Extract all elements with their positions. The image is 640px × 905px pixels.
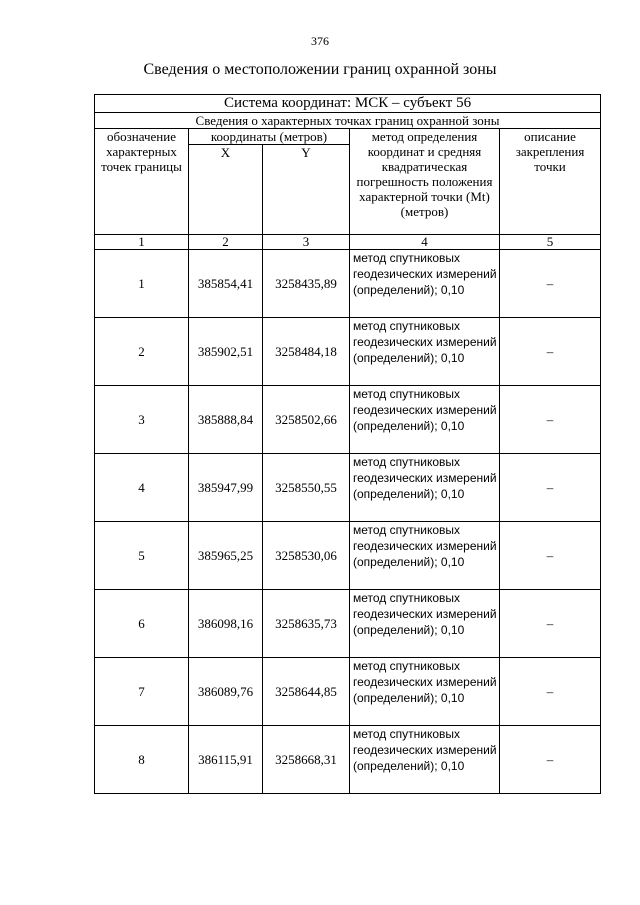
y-coordinate-cell: 3258550,55 bbox=[263, 454, 350, 522]
x-coordinate-cell: 385965,25 bbox=[189, 522, 263, 590]
x-coordinate-cell: 385888,84 bbox=[189, 386, 263, 454]
description-cell: – bbox=[500, 386, 601, 454]
point-number-cell: 5 bbox=[95, 522, 189, 590]
y-coordinate-cell: 3258635,73 bbox=[263, 590, 350, 658]
table-row bbox=[95, 726, 601, 794]
header-description: описание закрепления точки bbox=[500, 129, 601, 235]
description-cell: – bbox=[500, 522, 601, 590]
point-number-cell: 2 bbox=[95, 318, 189, 386]
x-coordinate-cell: 386098,16 bbox=[189, 590, 263, 658]
header-method: метод определения координат и средняя квадратическая погрешность положения характерной точки (Mt) (метров) bbox=[350, 129, 500, 235]
coordinate-system-row bbox=[95, 95, 601, 113]
point-number-cell: 1 bbox=[95, 250, 189, 318]
document-heading: Сведения о местоположении границ охранной зоны bbox=[143, 61, 497, 78]
x-coordinate-cell: 386089,76 bbox=[189, 658, 263, 726]
point-number-cell: 8 bbox=[95, 726, 189, 794]
header-y: Y bbox=[263, 145, 350, 235]
x-coordinate-cell: 386115,91 bbox=[189, 726, 263, 794]
description-cell: – bbox=[500, 250, 601, 318]
y-coordinate-cell: 3258530,06 bbox=[263, 522, 350, 590]
description-cell: – bbox=[500, 318, 601, 386]
method-cell: метод спутниковых геодезических измерений (определений); 0,10 bbox=[350, 318, 500, 386]
table-row bbox=[95, 454, 601, 522]
point-number-cell: 6 bbox=[95, 590, 189, 658]
y-coordinate-cell: 3258668,31 bbox=[263, 726, 350, 794]
table-row bbox=[95, 658, 601, 726]
x-coordinate-cell: 385947,99 bbox=[189, 454, 263, 522]
method-cell: метод спутниковых геодезических измерений (определений); 0,10 bbox=[350, 522, 500, 590]
header-row-top bbox=[95, 129, 601, 145]
table-row bbox=[95, 386, 601, 454]
method-cell: метод спутниковых геодезических измерений (определений); 0,10 bbox=[350, 386, 500, 454]
column-number: 3 bbox=[263, 235, 350, 250]
column-number: 5 bbox=[500, 235, 601, 250]
column-number: 2 bbox=[189, 235, 263, 250]
y-coordinate-cell: 3258484,18 bbox=[263, 318, 350, 386]
method-cell: метод спутниковых геодезических измерений (определений); 0,10 bbox=[350, 250, 500, 318]
method-cell: метод спутниковых геодезических измерений (определений); 0,10 bbox=[350, 658, 500, 726]
method-cell: метод спутниковых геодезических измерений (определений); 0,10 bbox=[350, 726, 500, 794]
coordinates-table bbox=[94, 94, 601, 794]
table-row bbox=[95, 590, 601, 658]
method-cell: метод спутниковых геодезических измерений (определений); 0,10 bbox=[350, 590, 500, 658]
section-title: Сведения о характерных точках границ охранной зоны bbox=[95, 113, 601, 129]
y-coordinate-cell: 3258435,89 bbox=[263, 250, 350, 318]
point-number-cell: 4 bbox=[95, 454, 189, 522]
point-number-cell: 3 bbox=[95, 386, 189, 454]
section-title-row bbox=[95, 113, 601, 129]
y-coordinate-cell: 3258644,85 bbox=[263, 658, 350, 726]
table-row bbox=[95, 522, 601, 590]
table-row bbox=[95, 250, 601, 318]
header-coordinates-group: координаты (метров) bbox=[189, 129, 350, 145]
x-coordinate-cell: 385854,41 bbox=[189, 250, 263, 318]
point-number-cell: 7 bbox=[95, 658, 189, 726]
coordinate-system-title: Система координат: МСК – субъект 56 bbox=[95, 95, 601, 113]
header-designation: обозначение характерных точек границы bbox=[95, 129, 189, 235]
description-cell: – bbox=[500, 726, 601, 794]
page-number: 376 bbox=[311, 34, 329, 48]
x-coordinate-cell: 385902,51 bbox=[189, 318, 263, 386]
method-cell: метод спутниковых геодезических измерений (определений); 0,10 bbox=[350, 454, 500, 522]
description-cell: – bbox=[500, 658, 601, 726]
column-number: 4 bbox=[350, 235, 500, 250]
header-x: X bbox=[189, 145, 263, 235]
column-number: 1 bbox=[95, 235, 189, 250]
description-cell: – bbox=[500, 590, 601, 658]
table-row bbox=[95, 318, 601, 386]
description-cell: – bbox=[500, 454, 601, 522]
column-number-row bbox=[95, 235, 601, 250]
y-coordinate-cell: 3258502,66 bbox=[263, 386, 350, 454]
